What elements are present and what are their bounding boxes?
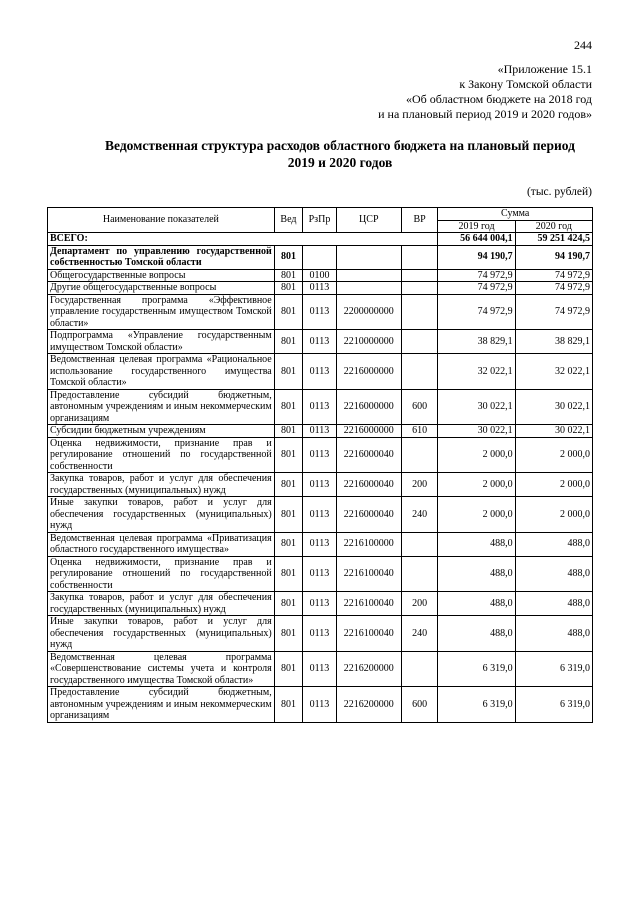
row-csr: 2216000040 <box>336 437 401 473</box>
row-ved: 801 <box>274 245 302 269</box>
row-value-2020: 32 022,1 <box>515 354 592 390</box>
row-ved: 801 <box>274 330 302 354</box>
row-vr: 600 <box>401 389 438 425</box>
table-row <box>48 687 593 723</box>
row-csr: 2216200000 <box>336 651 401 687</box>
row-ved: 801 <box>274 437 302 473</box>
row-ved: 801 <box>274 651 302 687</box>
row-name: Ведомственная целевая программа «Совершенствование системы учета и контроля государственного имущества Томской области» <box>48 651 275 687</box>
row-name: Иные закупки товаров, работ и услуг для обеспечения государственных (муниципальных) нужд <box>48 616 275 652</box>
row-rzpr: 0100 <box>303 269 337 282</box>
row-vr: 240 <box>401 616 438 652</box>
units-label: (тыс. рублей) <box>526 186 592 198</box>
table-row <box>48 354 593 390</box>
row-vr <box>401 245 438 269</box>
row-name: Департамент по управлению государственной собственностью Томской области <box>48 245 275 269</box>
row-ved: 801 <box>274 389 302 425</box>
row-vr <box>401 294 438 330</box>
row-value-2019: 6 319,0 <box>438 651 515 687</box>
total-2020: 59 251 424,5 <box>515 233 592 246</box>
total-label: ВСЕГО: <box>48 233 438 246</box>
header-rzpr: РзПр <box>303 208 337 233</box>
document-title <box>60 137 620 171</box>
row-csr: 2200000000 <box>336 294 401 330</box>
header-sum: Сумма <box>438 208 593 221</box>
row-vr: 600 <box>401 687 438 723</box>
row-value-2019: 30 022,1 <box>438 389 515 425</box>
row-value-2019: 38 829,1 <box>438 330 515 354</box>
row-vr <box>401 282 438 295</box>
row-rzpr: 0113 <box>303 616 337 652</box>
row-value-2019: 94 190,7 <box>438 245 515 269</box>
row-ved: 801 <box>274 592 302 616</box>
row-rzpr: 0113 <box>303 687 337 723</box>
row-csr: 2216000040 <box>336 473 401 497</box>
budget-table <box>47 207 593 723</box>
header-name: Наименование показателей <box>48 208 275 233</box>
row-name: Общегосударственные вопросы <box>48 269 275 282</box>
header-ved: Вед <box>274 208 302 233</box>
table-row <box>48 651 593 687</box>
row-value-2019: 74 972,9 <box>438 282 515 295</box>
row-rzpr: 0113 <box>303 437 337 473</box>
table-row <box>48 532 593 556</box>
row-ved: 801 <box>274 532 302 556</box>
row-ved: 801 <box>274 354 302 390</box>
row-name: Предоставление субсидий бюджетным, автономным учреждениям и иным некоммерческим организациям <box>48 687 275 723</box>
row-csr <box>336 269 401 282</box>
row-name: Государственная программа «Эффективное управление государственным имуществом Томской области» <box>48 294 275 330</box>
row-value-2020: 2 000,0 <box>515 437 592 473</box>
row-vr: 240 <box>401 497 438 533</box>
row-rzpr: 0113 <box>303 651 337 687</box>
row-vr <box>401 532 438 556</box>
row-csr: 2210000000 <box>336 330 401 354</box>
row-value-2019: 2 000,0 <box>438 437 515 473</box>
row-value-2020: 488,0 <box>515 616 592 652</box>
row-name: Предоставление субсидий бюджетным, автономным учреждениям и иным некоммерческим организациям <box>48 389 275 425</box>
row-csr: 2216000000 <box>336 425 401 438</box>
row-rzpr: 0113 <box>303 592 337 616</box>
row-csr: 2216200000 <box>336 687 401 723</box>
row-rzpr: 0113 <box>303 389 337 425</box>
row-value-2020: 2 000,0 <box>515 473 592 497</box>
row-name: Другие общегосударственные вопросы <box>48 282 275 295</box>
header-2019: 2019 год <box>438 220 515 233</box>
header-row <box>48 208 593 221</box>
row-csr: 2216100040 <box>336 556 401 592</box>
table-row <box>48 294 593 330</box>
table-row <box>48 330 593 354</box>
title-line: Ведомственная структура расходов областного бюджета на плановый период <box>105 138 575 153</box>
row-value-2020: 488,0 <box>515 532 592 556</box>
row-ved: 801 <box>274 473 302 497</box>
row-value-2020: 6 319,0 <box>515 687 592 723</box>
header-csr: ЦСР <box>336 208 401 233</box>
row-value-2020: 6 319,0 <box>515 651 592 687</box>
row-csr: 2216000000 <box>336 354 401 390</box>
row-rzpr: 0113 <box>303 532 337 556</box>
row-vr: 200 <box>401 592 438 616</box>
row-ved: 801 <box>274 497 302 533</box>
row-ved: 801 <box>274 269 302 282</box>
total-row <box>48 233 593 246</box>
table-row <box>48 389 593 425</box>
row-name: Иные закупки товаров, работ и услуг для обеспечения государственных (муниципальных) нужд <box>48 497 275 533</box>
row-name: Субсидии бюджетным учреждениям <box>48 425 275 438</box>
row-name: Оценка недвижимости, признание прав и регулирование отношений по государственной собственности <box>48 556 275 592</box>
row-value-2019: 6 319,0 <box>438 687 515 723</box>
row-value-2019: 32 022,1 <box>438 354 515 390</box>
row-vr <box>401 651 438 687</box>
page-number: 244 <box>574 38 592 52</box>
row-csr <box>336 282 401 295</box>
row-ved: 801 <box>274 294 302 330</box>
row-rzpr: 0113 <box>303 425 337 438</box>
row-value-2019: 488,0 <box>438 556 515 592</box>
row-rzpr <box>303 245 337 269</box>
row-ved: 801 <box>274 687 302 723</box>
row-value-2019: 488,0 <box>438 616 515 652</box>
row-value-2020: 30 022,1 <box>515 425 592 438</box>
row-ved: 801 <box>274 556 302 592</box>
appendix-line: «Об областном бюджете на 2018 год <box>406 92 592 106</box>
row-value-2020: 74 972,9 <box>515 294 592 330</box>
table-row <box>48 282 593 295</box>
row-value-2020: 74 972,9 <box>515 282 592 295</box>
row-ved: 801 <box>274 282 302 295</box>
row-ved: 801 <box>274 425 302 438</box>
row-value-2020: 74 972,9 <box>515 269 592 282</box>
row-value-2019: 30 022,1 <box>438 425 515 438</box>
appendix-line: к Закону Томской области <box>459 77 592 91</box>
table-row <box>48 437 593 473</box>
row-ved: 801 <box>274 616 302 652</box>
title-line: 2019 и 2020 годов <box>287 155 393 170</box>
row-rzpr: 0113 <box>303 556 337 592</box>
row-value-2019: 74 972,9 <box>438 294 515 330</box>
row-csr: 2216100000 <box>336 532 401 556</box>
row-value-2020: 38 829,1 <box>515 330 592 354</box>
row-name: Ведомственная целевая программа «Приватизация областного государственного имущества» <box>48 532 275 556</box>
header-vr: ВР <box>401 208 438 233</box>
row-name: Ведомственная целевая программа «Рациональное использование государственного имущества Томской области» <box>48 354 275 390</box>
row-vr <box>401 330 438 354</box>
appendix-line: и на плановый период 2019 и 2020 годов» <box>378 107 592 121</box>
row-rzpr: 0113 <box>303 330 337 354</box>
row-value-2019: 488,0 <box>438 592 515 616</box>
appendix-header <box>378 62 592 122</box>
row-vr <box>401 556 438 592</box>
row-rzpr: 0113 <box>303 473 337 497</box>
row-value-2019: 2 000,0 <box>438 473 515 497</box>
table-row <box>48 616 593 652</box>
table-row <box>48 425 593 438</box>
row-vr: 200 <box>401 473 438 497</box>
row-rzpr: 0113 <box>303 354 337 390</box>
row-vr <box>401 437 438 473</box>
row-vr <box>401 269 438 282</box>
total-2019: 56 644 004,1 <box>438 233 515 246</box>
row-csr: 2216000040 <box>336 497 401 533</box>
appendix-line: «Приложение 15.1 <box>497 62 592 76</box>
row-vr <box>401 354 438 390</box>
table-row <box>48 592 593 616</box>
row-value-2020: 488,0 <box>515 556 592 592</box>
row-value-2019: 2 000,0 <box>438 497 515 533</box>
row-name: Подпрограмма «Управление государственным имуществом Томской области» <box>48 330 275 354</box>
row-csr: 2216100040 <box>336 592 401 616</box>
table-row <box>48 556 593 592</box>
row-value-2020: 30 022,1 <box>515 389 592 425</box>
row-value-2020: 2 000,0 <box>515 497 592 533</box>
row-vr: 610 <box>401 425 438 438</box>
row-value-2019: 488,0 <box>438 532 515 556</box>
table-row <box>48 473 593 497</box>
row-name: Оценка недвижимости, признание прав и регулирование отношений по государственной собственности <box>48 437 275 473</box>
row-name: Закупка товаров, работ и услуг для обеспечения государственных (муниципальных) нужд <box>48 592 275 616</box>
row-rzpr: 0113 <box>303 294 337 330</box>
row-csr <box>336 245 401 269</box>
row-value-2020: 488,0 <box>515 592 592 616</box>
table-row <box>48 245 593 269</box>
table-row <box>48 497 593 533</box>
header-2020: 2020 год <box>515 220 592 233</box>
table-row <box>48 269 593 282</box>
row-csr: 2216000000 <box>336 389 401 425</box>
row-value-2020: 94 190,7 <box>515 245 592 269</box>
row-rzpr: 0113 <box>303 497 337 533</box>
row-csr: 2216100040 <box>336 616 401 652</box>
row-value-2019: 74 972,9 <box>438 269 515 282</box>
row-name: Закупка товаров, работ и услуг для обеспечения государственных (муниципальных) нужд <box>48 473 275 497</box>
row-rzpr: 0113 <box>303 282 337 295</box>
